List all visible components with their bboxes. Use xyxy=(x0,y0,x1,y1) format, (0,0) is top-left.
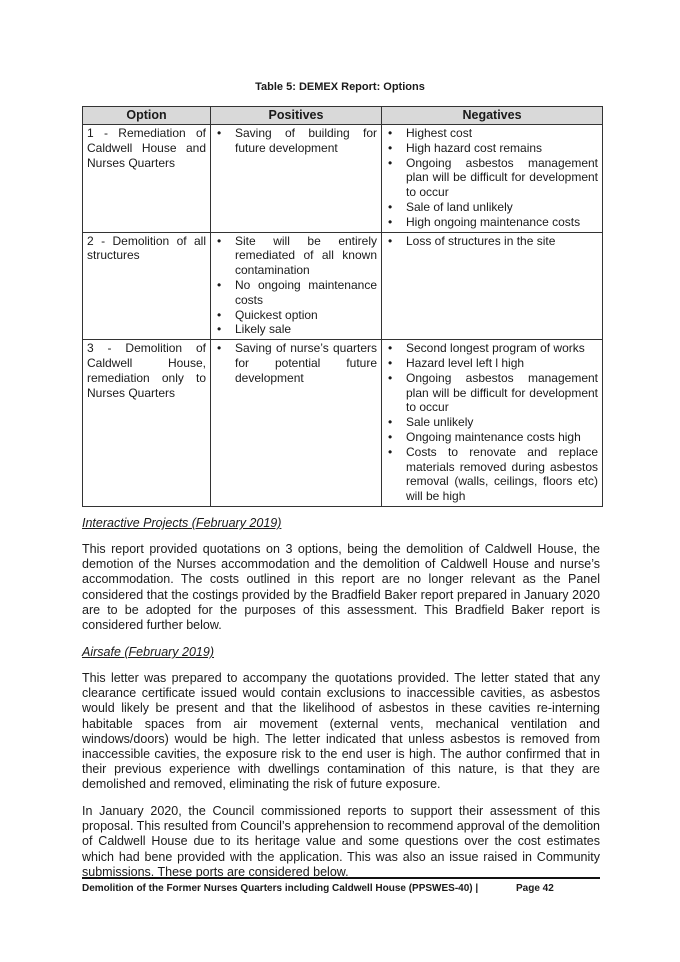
positives-list xyxy=(215,126,377,156)
options-table xyxy=(82,106,603,507)
header-negatives: Negatives xyxy=(382,107,603,125)
option-cell: 3 - Demolition of Caldwell House, remediation only to Nurses Quarters xyxy=(83,340,211,507)
negatives-list xyxy=(386,234,598,249)
interactive-projects-heading: Interactive Projects (February 2019) xyxy=(82,516,282,530)
table-caption: Table 5: DEMEX Report: Options xyxy=(255,81,425,93)
list-item: • Saving of nurse’s quarters for potential future development xyxy=(215,341,377,385)
negatives-cell xyxy=(382,125,603,233)
airsafe-heading: Airsafe (February 2019) xyxy=(82,645,215,659)
option-cell: 2 - Demolition of all structures xyxy=(83,232,211,340)
positives-cell xyxy=(211,340,382,507)
footer-document-title: Demolition of the Former Nurses Quarters including Caldwell House (PPSWES-40) | xyxy=(82,883,479,894)
list-item: • No ongoing maintenance costs xyxy=(215,278,377,308)
list-item: • Sale of land unlikely xyxy=(386,200,598,215)
list-item: • Highest cost xyxy=(386,126,598,141)
list-item: • High hazard cost remains xyxy=(386,141,598,156)
table-row xyxy=(83,340,603,507)
header-option: Option xyxy=(83,107,211,125)
list-item: • Quickest option xyxy=(215,308,377,323)
interactive-projects-paragraph: This report provided quotations on 3 options, being the demolition of Caldwell House, the demotion of the Nurses accommodation and the demolition of Caldwell House and nurse’s accommodation. The costs outlined in this report are no longer relevant as the Panel considered that the costings provided by the Bradfield Baker report prepared in January 2020 are to be adopted for the purposes of this assessment. This Bradfield Baker report is considered further below. xyxy=(82,542,600,633)
table-row xyxy=(83,125,603,233)
airsafe-paragraph: This letter was prepared to accompany the quotations provided. The letter stated that any clearance certificate issued would contain exclusions to inaccessible cavities, as asbestos would likely be present and that the likelihood of asbestos in these cavities re-interning habitable spaces from air movement (external vents, mechanical ventilation and windows/doors) would be high. The letter indicated that unless asbestos is removed from inaccessible cavities, the exposure risk to the end user is high. The author confirmed that in their previous experience with dwellings contamination of this nature, is that they are demolished and removed, eliminating the risk of future exposure. xyxy=(82,671,600,792)
positives-list xyxy=(215,234,377,338)
list-item: • Ongoing maintenance costs high xyxy=(386,430,598,445)
list-item: • Second longest program of works xyxy=(386,341,598,356)
negatives-list xyxy=(386,341,598,504)
positives-cell xyxy=(211,125,382,233)
list-item: • Saving of building for future development xyxy=(215,126,377,156)
positives-list xyxy=(215,341,377,385)
header-positives: Positives xyxy=(211,107,382,125)
list-item: • Loss of structures in the site xyxy=(386,234,598,249)
list-item: • Ongoing asbestos management plan will be difficult for development to occur xyxy=(386,156,598,200)
list-item: • Site will be entirely remediated of all known contamination xyxy=(215,234,377,278)
table-row xyxy=(83,232,603,340)
list-item: • Costs to renovate and replace materials removed during asbestos removal (walls, ceilings, floors etc) will be high xyxy=(386,445,598,504)
negatives-cell xyxy=(382,232,603,340)
list-item: • Hazard level left l high xyxy=(386,356,598,371)
list-item: • High ongoing maintenance costs xyxy=(386,215,598,230)
list-item: • Ongoing asbestos management plan will be difficult for development to occur xyxy=(386,371,598,415)
table-header-row xyxy=(83,107,603,125)
negatives-list xyxy=(386,126,598,230)
option-cell: 1 - Remediation of Caldwell House and Nurses Quarters xyxy=(83,125,211,233)
footer-divider xyxy=(82,877,600,879)
footer-page-number: Page 42 xyxy=(516,883,554,894)
negatives-cell xyxy=(382,340,603,507)
list-item: • Likely sale xyxy=(215,322,377,337)
january-2020-paragraph: In January 2020, the Council commissioned reports to support their assessment of this proposal. This resulted from Council’s apprehension to recommend approval of the demolition of Caldwell House due to its heritage value and some questions over the cost estimates which had bene provided with the application. This was also an issue raised in Community submissions. These ports are considered below. xyxy=(82,804,600,879)
positives-cell xyxy=(211,232,382,340)
list-item: • Sale unlikely xyxy=(386,415,598,430)
